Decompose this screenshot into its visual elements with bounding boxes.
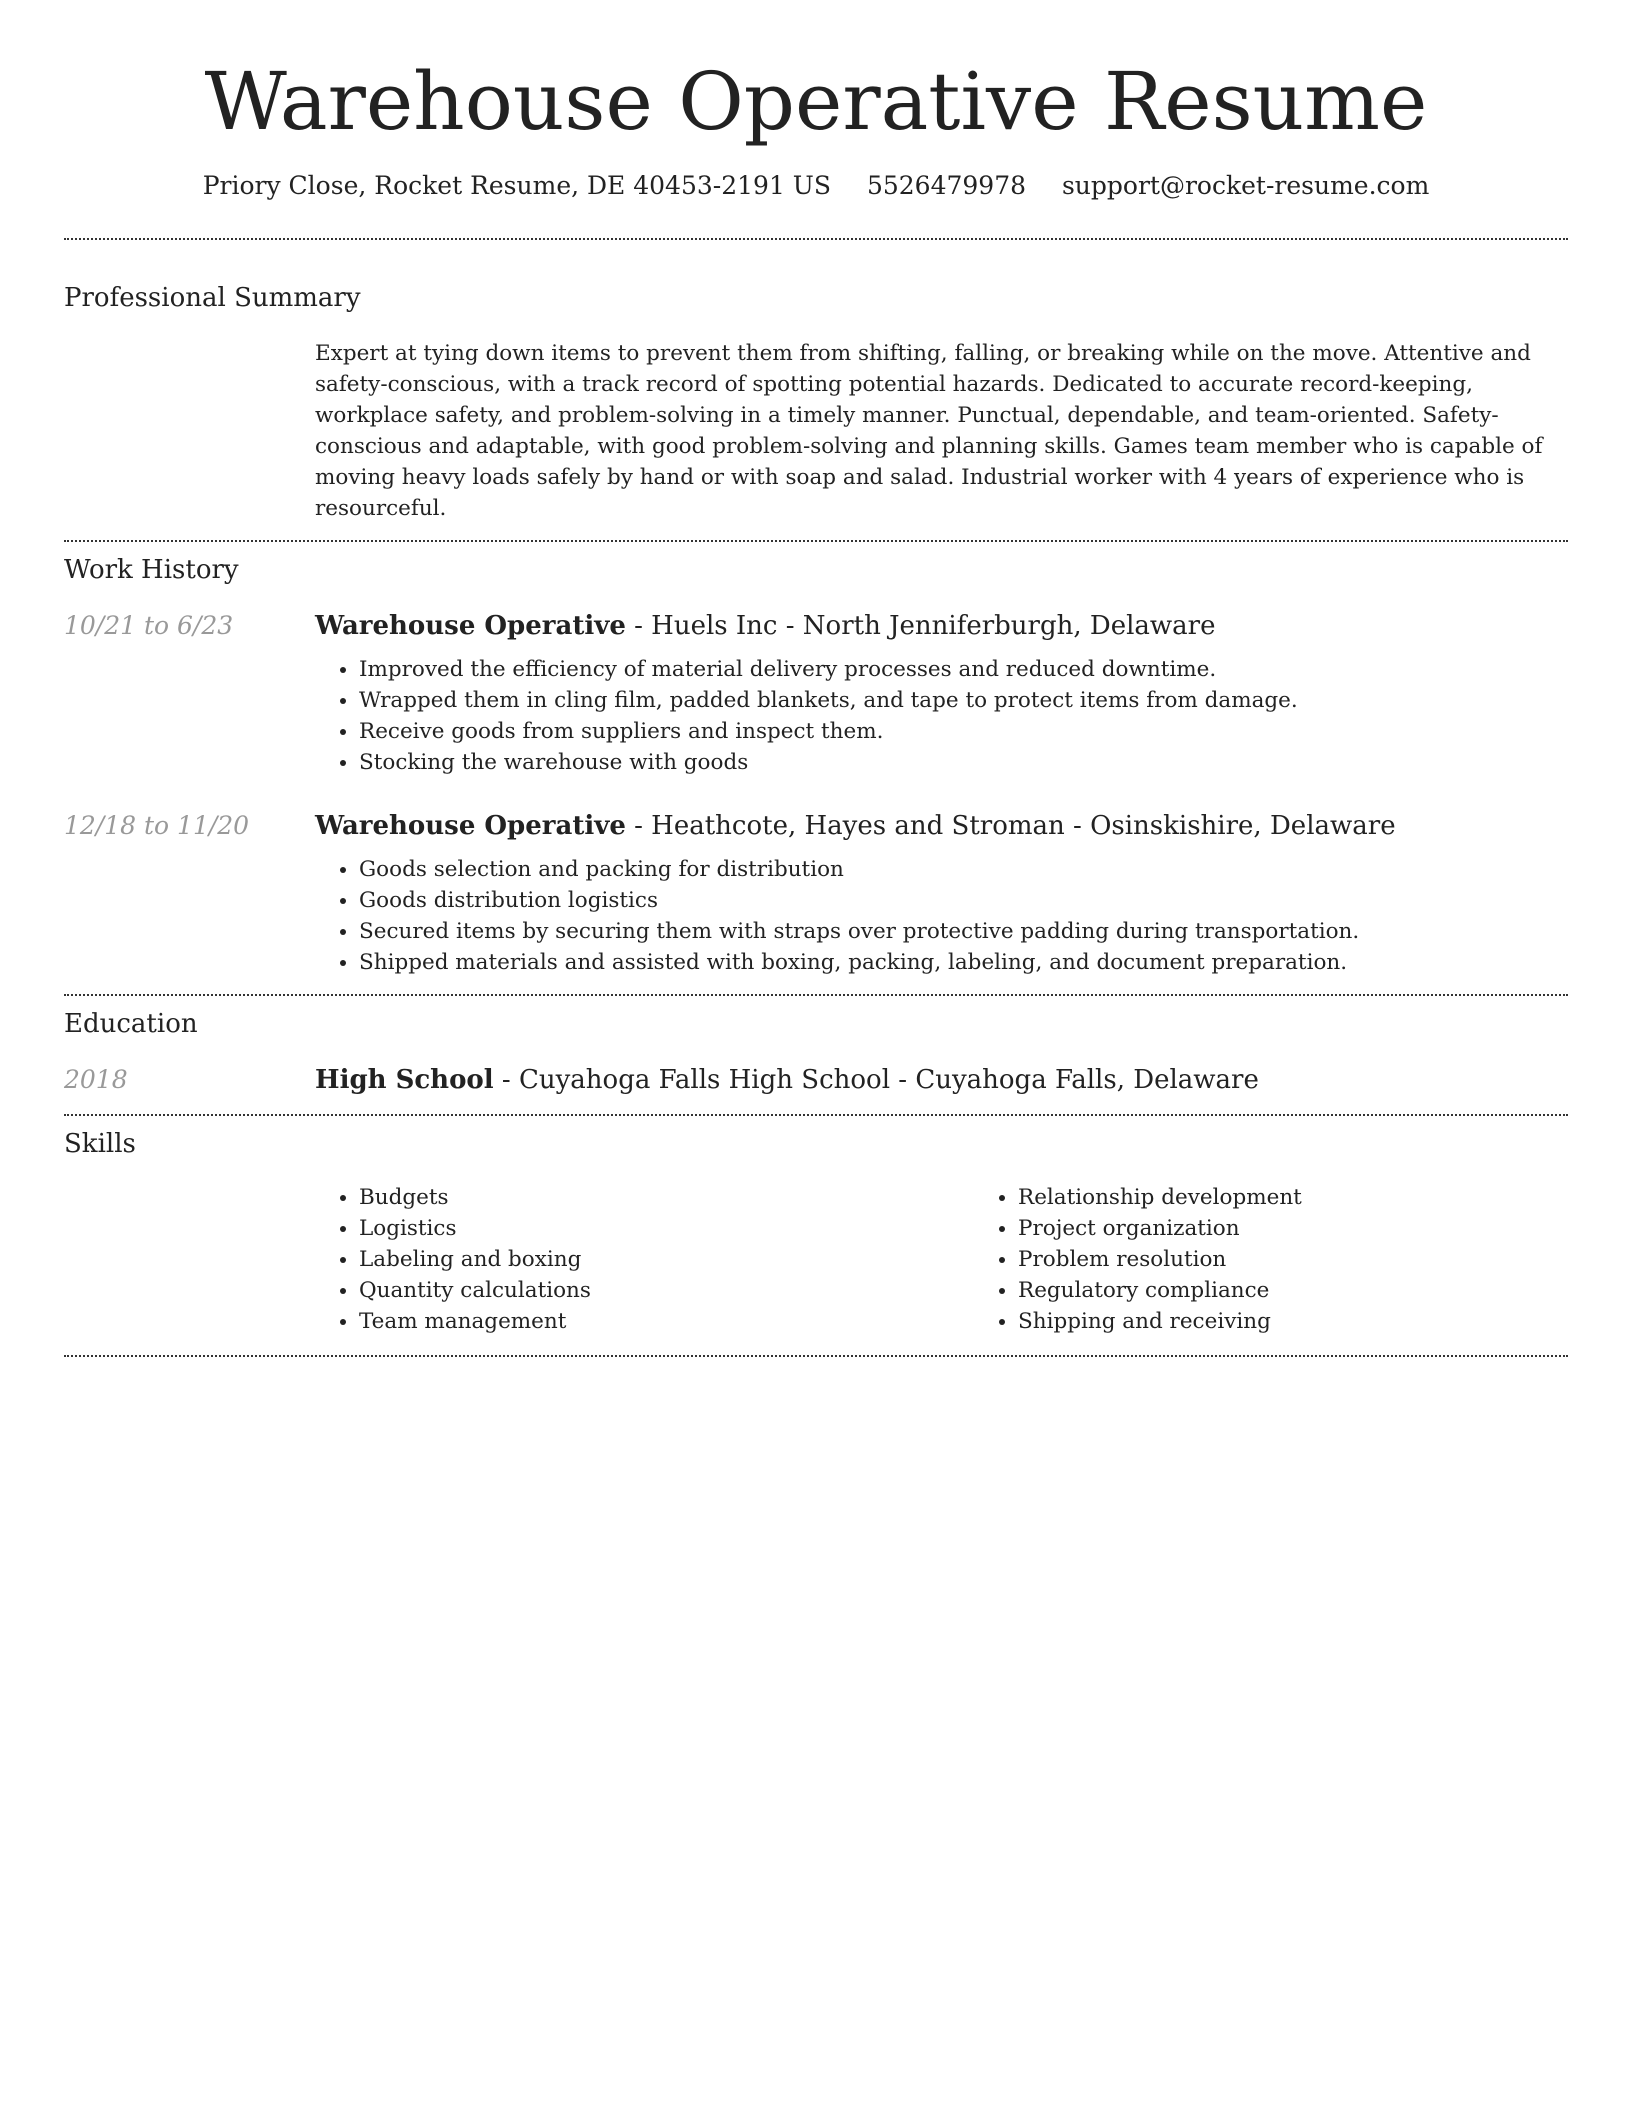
skills-list-left	[315, 1182, 974, 1337]
skills-grid	[315, 1182, 1632, 1337]
job-details: - Heathcote, Hayes and Stroman - Osinskishire, Delaware	[625, 811, 1396, 841]
resume-page	[64, 0, 1568, 1357]
work-section	[64, 552, 1568, 978]
contact-line	[64, 168, 1568, 204]
contact-address: Priory Close, Rocket Resume, DE 40453-2191 US	[202, 171, 831, 200]
list-item: • Budgets	[359, 1182, 974, 1213]
divider	[64, 1114, 1568, 1116]
divider	[64, 238, 1568, 240]
list-item: • Quantity calculations	[359, 1275, 974, 1306]
education-year: 2018	[64, 1065, 128, 1094]
job-bullets	[315, 654, 1568, 778]
list-item: • Secured items by securing them with straps over protective padding during transportation.	[359, 916, 1568, 947]
job-heading	[315, 608, 1568, 644]
divider	[64, 1355, 1568, 1357]
job-dates: 12/18 to 11/20	[64, 811, 250, 840]
skills-heading: Skills	[64, 1129, 136, 1159]
list-item: • Shipping and receiving	[1018, 1306, 1632, 1337]
list-item: • Goods selection and packing for distribution	[359, 854, 1568, 885]
list-item: • Logistics	[359, 1213, 974, 1244]
list-item: • Labeling and boxing	[359, 1244, 974, 1275]
job-entry	[64, 608, 1568, 778]
list-item: • Stocking the warehouse with goods	[359, 747, 1568, 778]
summary-heading: Professional Summary	[64, 283, 361, 313]
education-entry	[64, 1062, 1568, 1098]
job-details: - Huels Inc - North Jenniferburgh, Delaware	[625, 611, 1216, 641]
work-heading: Work History	[64, 555, 239, 585]
job-entry	[64, 808, 1568, 978]
resume-title: Warehouse Operative Resume	[204, 55, 1428, 148]
job-heading	[315, 808, 1568, 844]
education-degree: High School	[315, 1065, 494, 1095]
list-item: • Improved the efficiency of material delivery processes and reduced downtime.	[359, 654, 1568, 685]
list-item: • Relationship development	[1018, 1182, 1632, 1213]
list-item: • Problem resolution	[1018, 1244, 1632, 1275]
education-section	[64, 1006, 1568, 1098]
education-details: - Cuyahoga Falls High School - Cuyahoga Falls, Delaware	[493, 1065, 1259, 1095]
contact-email: support@rocket-resume.com	[1061, 171, 1430, 200]
job-dates: 10/21 to 6/23	[64, 611, 234, 640]
education-heading: Education	[64, 1009, 198, 1039]
list-item: • Goods distribution logistics	[359, 885, 1568, 916]
divider	[64, 540, 1568, 542]
list-item: • Project organization	[1018, 1213, 1632, 1244]
skills-section	[64, 1126, 1568, 1337]
list-item: • Receive goods from suppliers and inspect them.	[359, 716, 1568, 747]
summary-section	[64, 280, 1568, 524]
job-title: Warehouse Operative	[315, 611, 626, 641]
divider	[64, 994, 1568, 996]
list-item: • Wrapped them in cling film, padded blankets, and tape to protect items from damage.	[359, 685, 1568, 716]
list-item: • Regulatory compliance	[1018, 1275, 1632, 1306]
summary-text: Expert at tying down items to prevent them from shifting, falling, or breaking while on the move. Attentive and safety-conscious, with a track record of spotting potential hazards. Dedicated to accurate record-keeping, workplace safety, and problem-solving in a timely manner. Punctual, dependable, and team-oriented. Safety-conscious and adaptable, with good problem-solving and planning skills. Games team member who is capable of moving heavy loads safely by hand or with soap and salad. Industrial worker with 4 years of experience who is resourceful.	[315, 341, 1543, 521]
job-title: Warehouse Operative	[315, 811, 626, 841]
list-item: • Shipped materials and assisted with boxing, packing, labeling, and document preparation.	[359, 947, 1568, 978]
contact-phone: 5526479978	[866, 171, 1027, 200]
job-bullets	[315, 854, 1568, 978]
education-heading-line	[315, 1062, 1568, 1098]
skills-list-right	[974, 1182, 1632, 1337]
list-item: • Team management	[359, 1306, 974, 1337]
